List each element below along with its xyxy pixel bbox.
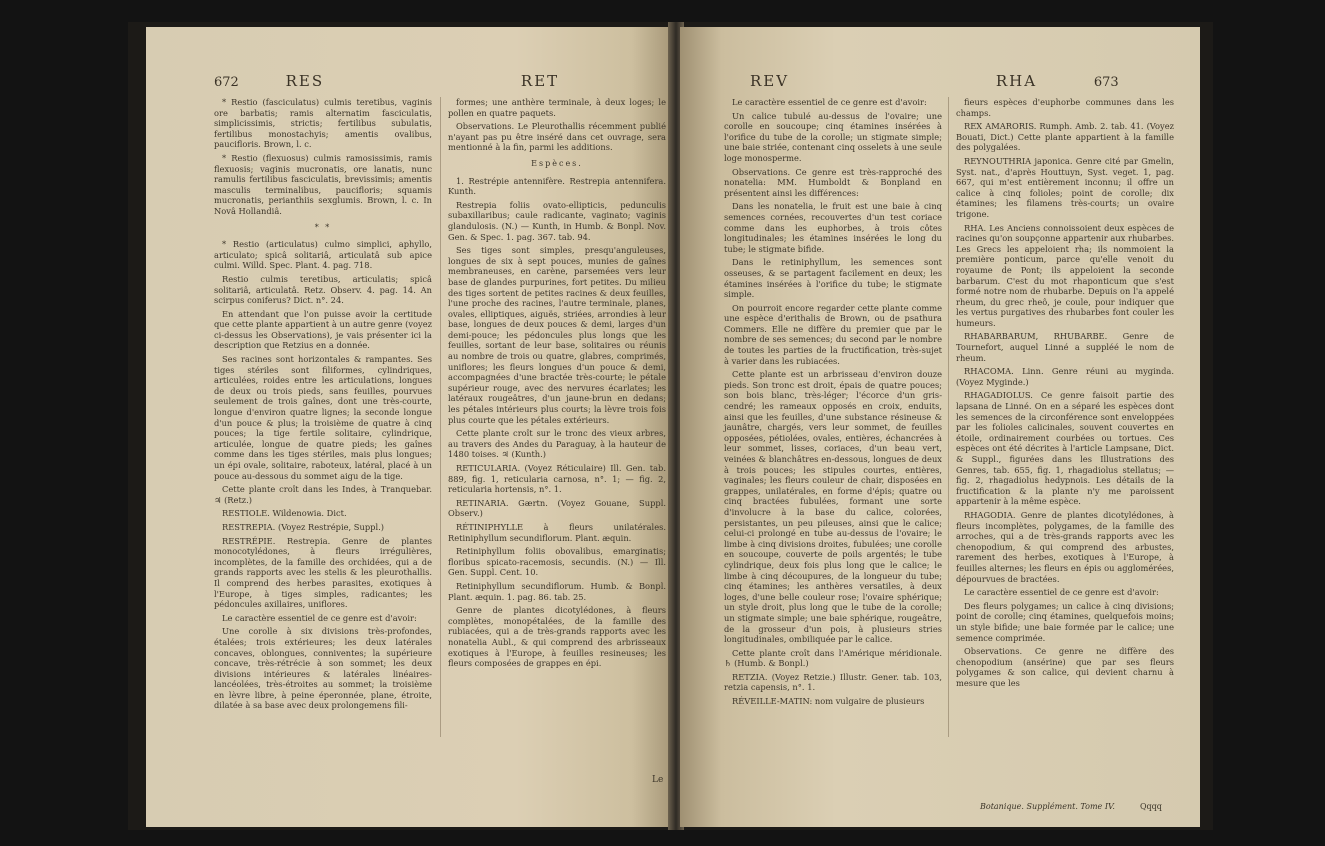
left-column-1 — [214, 97, 432, 714]
paragraph: En attendant que l'on puisse avoir la certitude que cette plante appartient à un autre genre (voyez ci-dessus les Observations), je vais présenter ici la description que Retzius en a donnée. — [214, 308, 432, 351]
paragraph: Cette plante croît sur le tronc des vieux arbres, au travers des Andes du Paraguay, à la hauteur de 1480 toises. ♃ (Kunth.) — [448, 428, 666, 460]
paragraph: fieurs espèces d'euphorbe communes dans les champs. — [956, 97, 1174, 118]
paragraph: Ses racines sont horizontales & rampantes. Ses tiges stériles sont filiformes, cylindriques, articulées, roides entre les articulations, longues de deux ou trois pieds, sans feuilles, pourvues seulement de trois gaînes, dont une très-courte, longue d'environ quatre lignes; la seconde longue d'un pouce & plus; la troisième de quatre à cinq pouces; la tige fertile solitaire, cylindrique, articulée, longue de quatre pieds; les gaînes comme dans les tiges stériles, mais plus longues; un épi ovale, solitaire, raboteux, latéral, placé à un pouce au-dessous du sommet aigu de la tige. — [214, 354, 432, 481]
paragraph: RHABARBARUM, RHUBARBE. Genre de Tournefort, auquel Linné a suppléé le nom de rheum. — [956, 331, 1174, 363]
left-column-2 — [448, 97, 666, 672]
paragraph: RESTIOLE. Wildenowia. Dict. — [222, 508, 347, 519]
paragraph: * Restio (flexuosus) culmis ramosissimis, ramis flexuosis; vaginis mucronatis, ore lanatis, nunc ramulis fertilibus fasciculatis, brevissimis; amentis masculis terminalibus, paucifloris; squamis mucronatis, perianthiis sexglumis. Brown, l. c. In Novâ Hollandiâ. — [214, 152, 432, 216]
catchword: Le — [652, 775, 664, 785]
paragraph: Cette plante croît dans les Indes, à Tranquebar. ♃ (Retz.) — [214, 484, 432, 505]
left-page-header — [214, 72, 559, 90]
paragraph: Des fleurs polygames; un calice à cinq divisions; point de corolle; cinq étamines, quelquefois moins; un style bifide; une baie formée par le calice; une semence comprimée. — [956, 600, 1174, 643]
paragraph: RHACOMA. Linn. Genre réuni au myginda. (Voyez Myginde.) — [956, 366, 1174, 387]
paragraph: Retiniphyllum secundiflorum. Humb. & Bonpl. Plant. æquin. 1. pag. 86. tab. 25. — [448, 580, 666, 602]
paragraph: REX AMARORIS. Rumph. Amb. 2. tab. 41. (Voyez Bouati, Dict.) Cette plante appartient à la famille des polygalées. — [956, 121, 1174, 153]
paragraph: * Restio (articulatus) culmo simplici, aphyllo, articulato; spicâ solitariâ, articulatâ sub apice culmi. Willd. Spec. Plant. 4. pag. 718. — [214, 239, 432, 271]
paragraph: 1. Restrépie antennifère. Restrepia antennifera. Kunth. — [448, 175, 666, 197]
paragraph: Cette plante est un arbrisseau d'environ douze pieds. Son tronc est droit, épais de quatre pouces; son bois blanc, très-léger; l'écorce d'un gris-cendré; les rameaux opposés en croix, enduits, ainsi que les feuilles, d'une substance résineuse & jaunâtre, chargés, vers leur sommet, de feuilles opposées, pétiolées, ovales, entières, échancrées à leur sommet, lisses, coriaces, d'un beau vert, veinées & blanchâtres en-dessous, longues de deux à trois pouces; les stipules courtes, entières, vaginales; les fleurs couleur de chair, disposées en grappes, unilatérales, en forme d'épis; quatre ou cinq bractées fubulées, formant une sorte d'involucre à la base du calice, colorées, persistantes, un peu pileuses, ainsi que le calice; celui-ci prolongé en tube au-dessus de l'ovaire; le limbe à cinq divisions droites, fubulées; une corolle en soucoupe, couverte de poils argentés; le tube cylindrique, deux fois plus long que le calice; le limbe à cinq découpures, de la longueur du tube; cinq étamines; les anthères versatiles, à deux loges, d'une belle couleur rose; l'ovaire sphérique; un style droit, plus long que le tube de la corolle; un stigmate simple; une baie sphérique, rougeâtre, de la grosseur d'un pois, à plusieurs stries longitudinales, ombiliquée par le calice. — [724, 369, 942, 645]
page-number: 673 — [1093, 75, 1119, 90]
paragraph: RESTRÉPIE. Restrepia. Genre de plantes monocotylédones, à fleurs irrégulières, incomplètes, de la famille des orchidées, qui a de grands rapports avec les stelis & les pleurothallis. Il comprend des herbes parasites, exotiques à l'Europe, à tiges simples, radicantes; les pédoncules axillaires, uniflores. — [214, 535, 432, 610]
left-page — [146, 27, 674, 827]
column-rule — [440, 97, 441, 737]
right-column-1 — [724, 97, 942, 710]
paragraph: Dans le retiniphyllum, les semences sont osseuses, & se partagent facilement en deux; les étamines insérées à l'orifice du tube; le stigmate simple. — [724, 257, 942, 300]
paragraph: RETICULARIA. (Voyez Réticulaire) Ill. Gen. tab. 889, fig. 1, reticularia carnosa, n°. 1; — fig. 2, reticularia hortensis, n°. 1. — [448, 463, 666, 495]
right-page-header — [750, 72, 1119, 90]
paragraph: REYNOUTHRIA japonica. Genre cité par Gmelin, Syst. nat., d'après Houttuyn, Syst. veget. 1, pag. 667, qui m'est entièrement inconnu; il offre un calice à cinq folioles; point de corolle; dix étamines; les filamens très-courts; un ovaire trigone. — [956, 155, 1174, 219]
paragraph: RETINARIA. Gærtn. (Voyez Gouane, Suppl. Observ.) — [448, 497, 666, 519]
header-right: RET — [520, 72, 560, 90]
paragraph: Cette plante croît dans l'Amérique méridionale. ♄ (Humb. & Bonpl.) — [724, 647, 942, 669]
paragraph: Une corolle à six divisions très-profondes, étalées; trois extérieures; les deux latérales concaves, oblongues, conniventes; la supérieure concave, très-rétrécie à son sommet; les deux divisions intérieures & latérales linéaires-lancéolées, très-étroites au sommet; la troisième en lèvre libre, à peine éperonnée, plane, étroite, dilatée à sa base avec deux prolongemens fili- — [214, 626, 432, 711]
paragraph: * * — [314, 222, 332, 232]
header-left: REV — [750, 72, 790, 90]
paragraph: formes; une anthère terminale, à deux loges; le pollen en quatre paquets. — [448, 97, 666, 118]
paragraph: Observations. Ce genre est très-rapproché des nonatelia: MM. Humboldt & Bonpland en présentent ainsi les différences: — [724, 166, 942, 198]
paragraph: RÉVEILLE-MATIN: nom vulgaire de plusieurs — [732, 696, 925, 707]
paragraph: RESTREPIA. (Voyez Restrépie, Suppl.) — [222, 521, 384, 532]
paragraph: Restrepia foliis ovato-ellipticis, pedunculis subaxillaribus; caule radicante, vaginato; vaginis glandulosis. (N.) — Kunth, in Humb. & Bonpl. Nov. Gen. & Spec. 1. pag. 367. tab. 94. — [448, 199, 666, 242]
paragraph: Observations. Le Pleurothallis récemment publié n'ayant pas pu être inséré dans cet ouvrage, sera mentionné à la fin, parmi les additions. — [448, 121, 666, 153]
paragraph: Retiniphyllum foliis obovalibus, emarginatis; floribus spicato-racemosis, secundis. (N.) — Ill. Gen. Suppl. Cent. 10. — [448, 546, 666, 578]
paragraph: Le caractère essentiel de ce genre est d'avoir: — [964, 587, 1159, 598]
paragraph: Un calice tubulé au-dessus de l'ovaire; une corolle en soucoupe; cinq étamines insérées à l'orifice du tube de la corolle; un stigmate simple; une baie striée, contenant cinq osselets à une seule loge monosperme. — [724, 110, 942, 163]
header-right: RHA — [995, 72, 1038, 90]
column-rule — [948, 97, 949, 737]
right-page — [680, 27, 1200, 827]
paragraph: * Restio (fasciculatus) culmis teretibus, vaginis ore barbatis; ramis alternatim fasciculatis, simplicissimis, strictis; fertilibus subulatis, fertilibus monostachyis; amentis ovalibus, paucifloris. Brown, l. c. — [214, 97, 432, 150]
signature-mark: Qqqq — [1140, 802, 1162, 811]
paragraph: Observations. Ce genre ne diffère des chenopodium (ansérine) que par ses fleurs polygames & son calice, qui devient charnu à mesure que les — [956, 646, 1174, 688]
paragraph: Espèces. — [531, 158, 583, 168]
right-column-2 — [956, 97, 1174, 691]
page-footer: Botanique. Supplément. Tome IV. — [980, 802, 1115, 811]
paragraph: RÉTINIPHYLLE à fleurs unilatérales. Retiniphyllum secundiflorum. Plant. æquin. — [448, 521, 666, 543]
page-number: 672 — [214, 75, 239, 90]
open-book — [128, 22, 1213, 830]
paragraph: Le caractère essentiel de ce genre est d'avoir: — [732, 97, 927, 107]
paragraph: RHAGODIA. Genre de plantes dicotylédones, à fleurs incomplètes, polygames, de la famille des arroches, qui a de très-grands rapports avec les chenopodium, & qui comprend des arbustes, rarement des herbes, exotiques à l'Europe, à feuilles alternes; les fleurs en épis ou agglomérées, dépourvues de bractées. — [956, 509, 1174, 584]
paragraph: RHA. Les Anciens connoissoient deux espèces de racines qu'on soupçonne appartenir aux rhubarbes. Les Grecs les appeloient rha; ils nommoient la première ponticum, parce qu'elle venoit du royaume de Pont; ils appeloient la seconde barbarum. C'est du mot rhaponticum que s'est formé notre nom de rhubarbe. Depuis on l'a appelé rheum, du grec rheô, je coule, pour indiquer que les vertus purgatives des rhubarbes font couler les humeurs. — [956, 222, 1174, 328]
paragraph: On pourroit encore regarder cette plante comme une espèce d'erithalis de Brown, ou de psathura Commers. Elle ne diffère du premier que par le nombre de ses semences; du second par le nombre de toutes les parties de la fructification, très-sujet à varier dans les rubiacées. — [724, 302, 942, 366]
paragraph: RETZIA. (Voyez Retzie.) Illustr. Gener. tab. 103, retzia capensis, n°. 1. — [724, 671, 942, 693]
paragraph: RHAGADIOLUS. Ce genre faisoit partie des lapsana de Linné. On en a séparé les espèces dont les semences de la circonférence sont enveloppées par les folioles calicinales, souvent couvertes en étoile, ordinairement courbées ou tortues. Ces espèces ont été décrites à l'article Lampsane, Dict. & Suppl., figurées dans les Illustrations des Genres, tab. 655, fig. 1, rhagadiolus stellatus; — fig. 2, rhagadiolus hedypnois. Les détails de la fructification & la plante n'y me paroissent appartenir à la même espèce. — [956, 390, 1174, 507]
paragraph: Le caractère essentiel de ce genre est d'avoir: — [222, 612, 417, 623]
header-left: RES — [285, 72, 325, 90]
paragraph: Restio culmis teretibus, articulatis; spicâ solitariâ, articulatâ. Retz. Observ. 4. pag. 14. An scirpus coniferus? Dict. n°. 24. — [214, 273, 432, 306]
paragraph: Genre de plantes dicotylédones, à fleurs complètes, monopétalées, de la famille des rubiacées, qui a de très-grands rapports avec les nonatelia Aubl., & qui comprend des arbrisseaux exotiques à l'Europe, à feuilles resineuses; les fleurs composées de grappes en épi. — [448, 605, 666, 669]
paragraph: Ses tiges sont simples, presqu'anguleuses, longues de six à sept pouces, munies de gaînes membraneuses, en carène, parsemées vers leur base de glandes purpurines, fort petites. Du milieu des tiges sortent de petites racines & deux feuilles, l'une proche des racines, l'autre terminale, planes, ovales, elliptiques, aiguës, striées, arrondies à leur base, longues de deux pouces & demi, larges d'un demi-pouce; les pédoncules plus longs que les feuilles, sortant de leur base, solitaires ou réunis au nombre de trois ou quatre, glabres, comprimés, uniflores; les fleurs longues d'un pouce & demi, accompagnées d'une bractée très-courte; le pétale supérieur rouge, avec des nervures écarlates; les latéraux rougeâtres, d'un jaune-brun en dedans; les pétales intérieurs plus courts; la lèvre trois fois plus courte que les pétales extérieurs. — [448, 245, 666, 425]
paragraph: Dans les nonatelia, le fruit est une baie à cinq semences cornées, recouvertes d'un test coriace comme dans les euphorbes, à trois côtes longitudinales; les étamines insérées le long du tube; le stigmate bifide. — [724, 201, 942, 254]
